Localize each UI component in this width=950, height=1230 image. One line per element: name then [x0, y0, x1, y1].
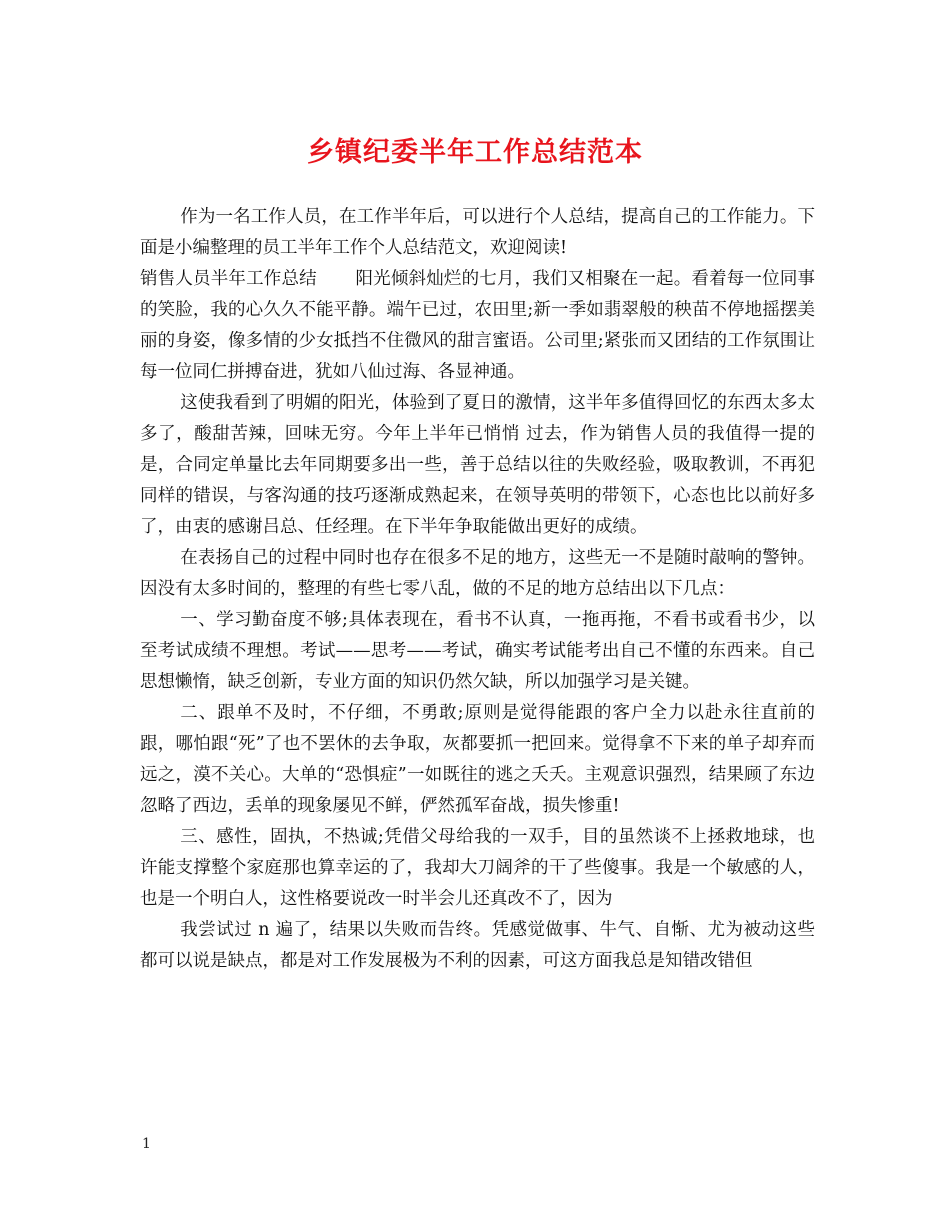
body-paragraph: 一、学习勤奋度不够;具体表现在，看书不认真，一拖再拖，不看书或看书少，以至考试成绩不理想。考试——思考——考试，确实考试能考出自己不懂的东西来。自己思想懒惰，缺乏创新，专业方面的知识仍然欠缺，所以加强学习是关键。	[140, 610, 815, 692]
section-heading: 销售人员半年工作总结	[140, 269, 317, 289]
body-paragraph: 这使我看到了明媚的阳光，体验到了夏日的激情，这半年多值得回忆的东西太多太多了，酸甜苦辣，回味无穷。今年上半年已悄悄 过去，作为销售人员的我值得一提的是，合同定单量比去年同期要多出一些，善于总结以往的失败经验，吸取教训，不再犯同样的错误，与客沟通的技巧逐渐成熟起来，在领导英明的带领下，心态也比以前好多了，由衷的感谢吕总、任经理。在下半年争取能做出更好的成绩。	[140, 393, 815, 537]
body-paragraph: 我尝试过 n 遍了，结果以失败而告终。凭感觉做事、牛气、自惭、尤为被动这些都可以说是缺点，都是对工作发展极为不利的因素，可这方面我总是知错改错但	[140, 920, 815, 971]
document-title: 乡镇纪委半年工作总结范本	[307, 137, 643, 168]
body-paragraph: 三、感性，固执，不热诚;凭借父母给我的一双手，目的虽然谈不上拯救地球，也许能支撑整个家庭那也算幸运的了，我却大刀阔斧的干了些傻事。我是一个敏感的人，也是一个明白人，这性格要说改一时半会儿还真改不了，因为	[140, 827, 815, 909]
intro-paragraph: 作为一名工作人员，在工作半年后，可以进行个人总结，提高自己的工作能力。下面是小编整理的员工半年工作个人总结范文，欢迎阅读!	[140, 207, 815, 258]
body-paragraph: 阳光倾斜灿烂的七月，我们又相聚在一起。看着每一位同事的笑脸，我的心久久不能平静。端午已过，农田里;新一季如翡翠般的秧苗不停地摇摆美丽的身姿，像多情的少女抵挡不住微风的甜言蜜语。公司里;紧张而又团结的工作氛围让每一位同仁拼搏奋进，犹如八仙过海、各显神通。	[140, 269, 816, 382]
body-paragraph: 在表扬自己的过程中同时也存在很多不足的地方，这些无一不是随时敲响的警钟。因没有太多时间的，整理的有些七零八乱，做的不足的地方总结出以下几点：	[140, 548, 815, 599]
page-number: 1	[142, 1136, 151, 1152]
body-paragraph: 二、跟单不及时，不仔细，不勇敢;原则是觉得能跟的客户全力以赴永往直前的跟，哪怕跟“死”了也不罢休的去争取，灰都要抓一把回来。觉得拿不下来的单子却弃而远之，漠不关心。大单的“恐惧症”一如既往的逃之夭夭。主观意识强烈，结果顾了东边忽略了西边，丢单的现象屡见不鲜，俨然孤军奋战，损失惨重!	[140, 703, 815, 816]
document-body	[140, 202, 815, 977]
section-paragraph	[140, 264, 815, 388]
